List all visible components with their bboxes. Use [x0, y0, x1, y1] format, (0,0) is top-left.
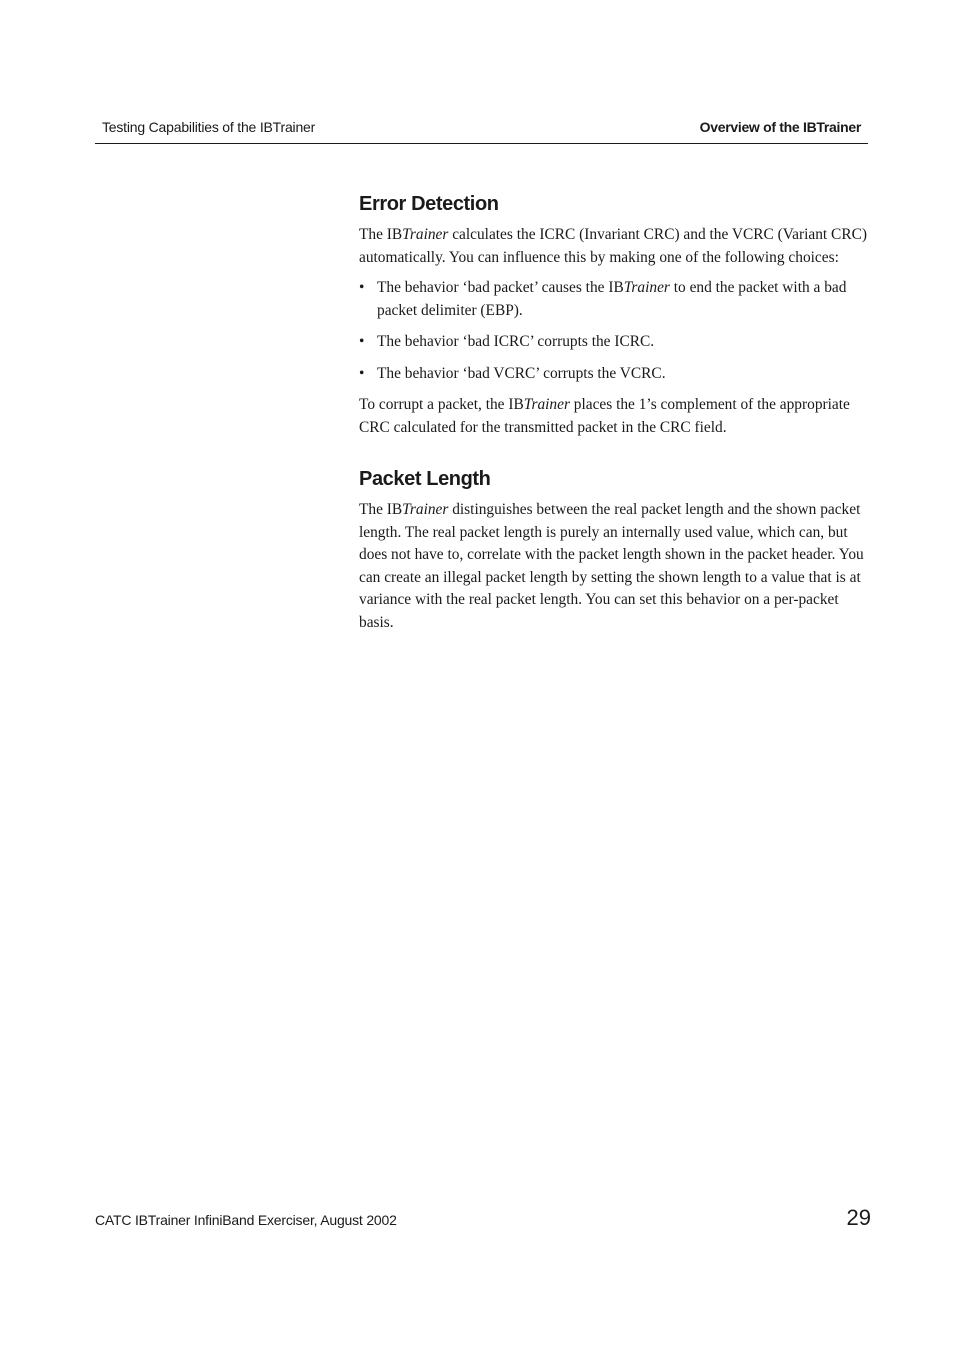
running-header-chapter: Testing Capabilities of the IBTrainer	[102, 119, 316, 135]
header-divider	[95, 143, 868, 144]
paragraph: The IBTrainer calculates the ICRC (Invariant CRC) and the VCRC (Variant CRC) automatically. You can influence this by making one of the following choices:	[359, 226, 867, 266]
main-content	[359, 190, 867, 642]
footer-doc-title: CATC IBTrainer InfiniBand Exerciser, August 2002	[95, 1212, 397, 1228]
section-heading: Packet Length	[359, 468, 491, 490]
section-heading: Error Detection	[359, 193, 499, 215]
bullet-icon: •	[359, 364, 365, 382]
list-item: • The behavior ‘bad packet’ causes the IBTrainer to end the packet with a bad packet delimiter (EBP).	[359, 279, 847, 319]
section-packet-length	[359, 465, 867, 634]
paragraph: To corrupt a packet, the IBTrainer places the 1’s complement of the appropriate CRC calculated for the transmitted packet in the CRC field.	[359, 396, 850, 436]
page-number: 29	[846, 1205, 871, 1230]
bullet-list	[359, 277, 867, 385]
section-error-detection	[359, 190, 867, 439]
running-header-section: Overview of the IBTrainer	[699, 119, 861, 135]
list-item: • The behavior ‘bad VCRC’ corrupts the VCRC.	[359, 363, 867, 386]
list-item: • The behavior ‘bad ICRC’ corrupts the ICRC.	[359, 331, 867, 354]
bullet-icon: •	[359, 333, 365, 350]
bullet-icon: •	[359, 279, 365, 296]
paragraph: The IBTrainer distinguishes between the real packet length and the shown packet length. The real packet length is purely an internally used value, which can, but does not have to, correlate with the packet length shown in the packet header. You can create an illegal packet length by setting the shown length to a value that is at variance with the real packet length. You can set this behavior on a per-packet basis.	[359, 501, 864, 631]
